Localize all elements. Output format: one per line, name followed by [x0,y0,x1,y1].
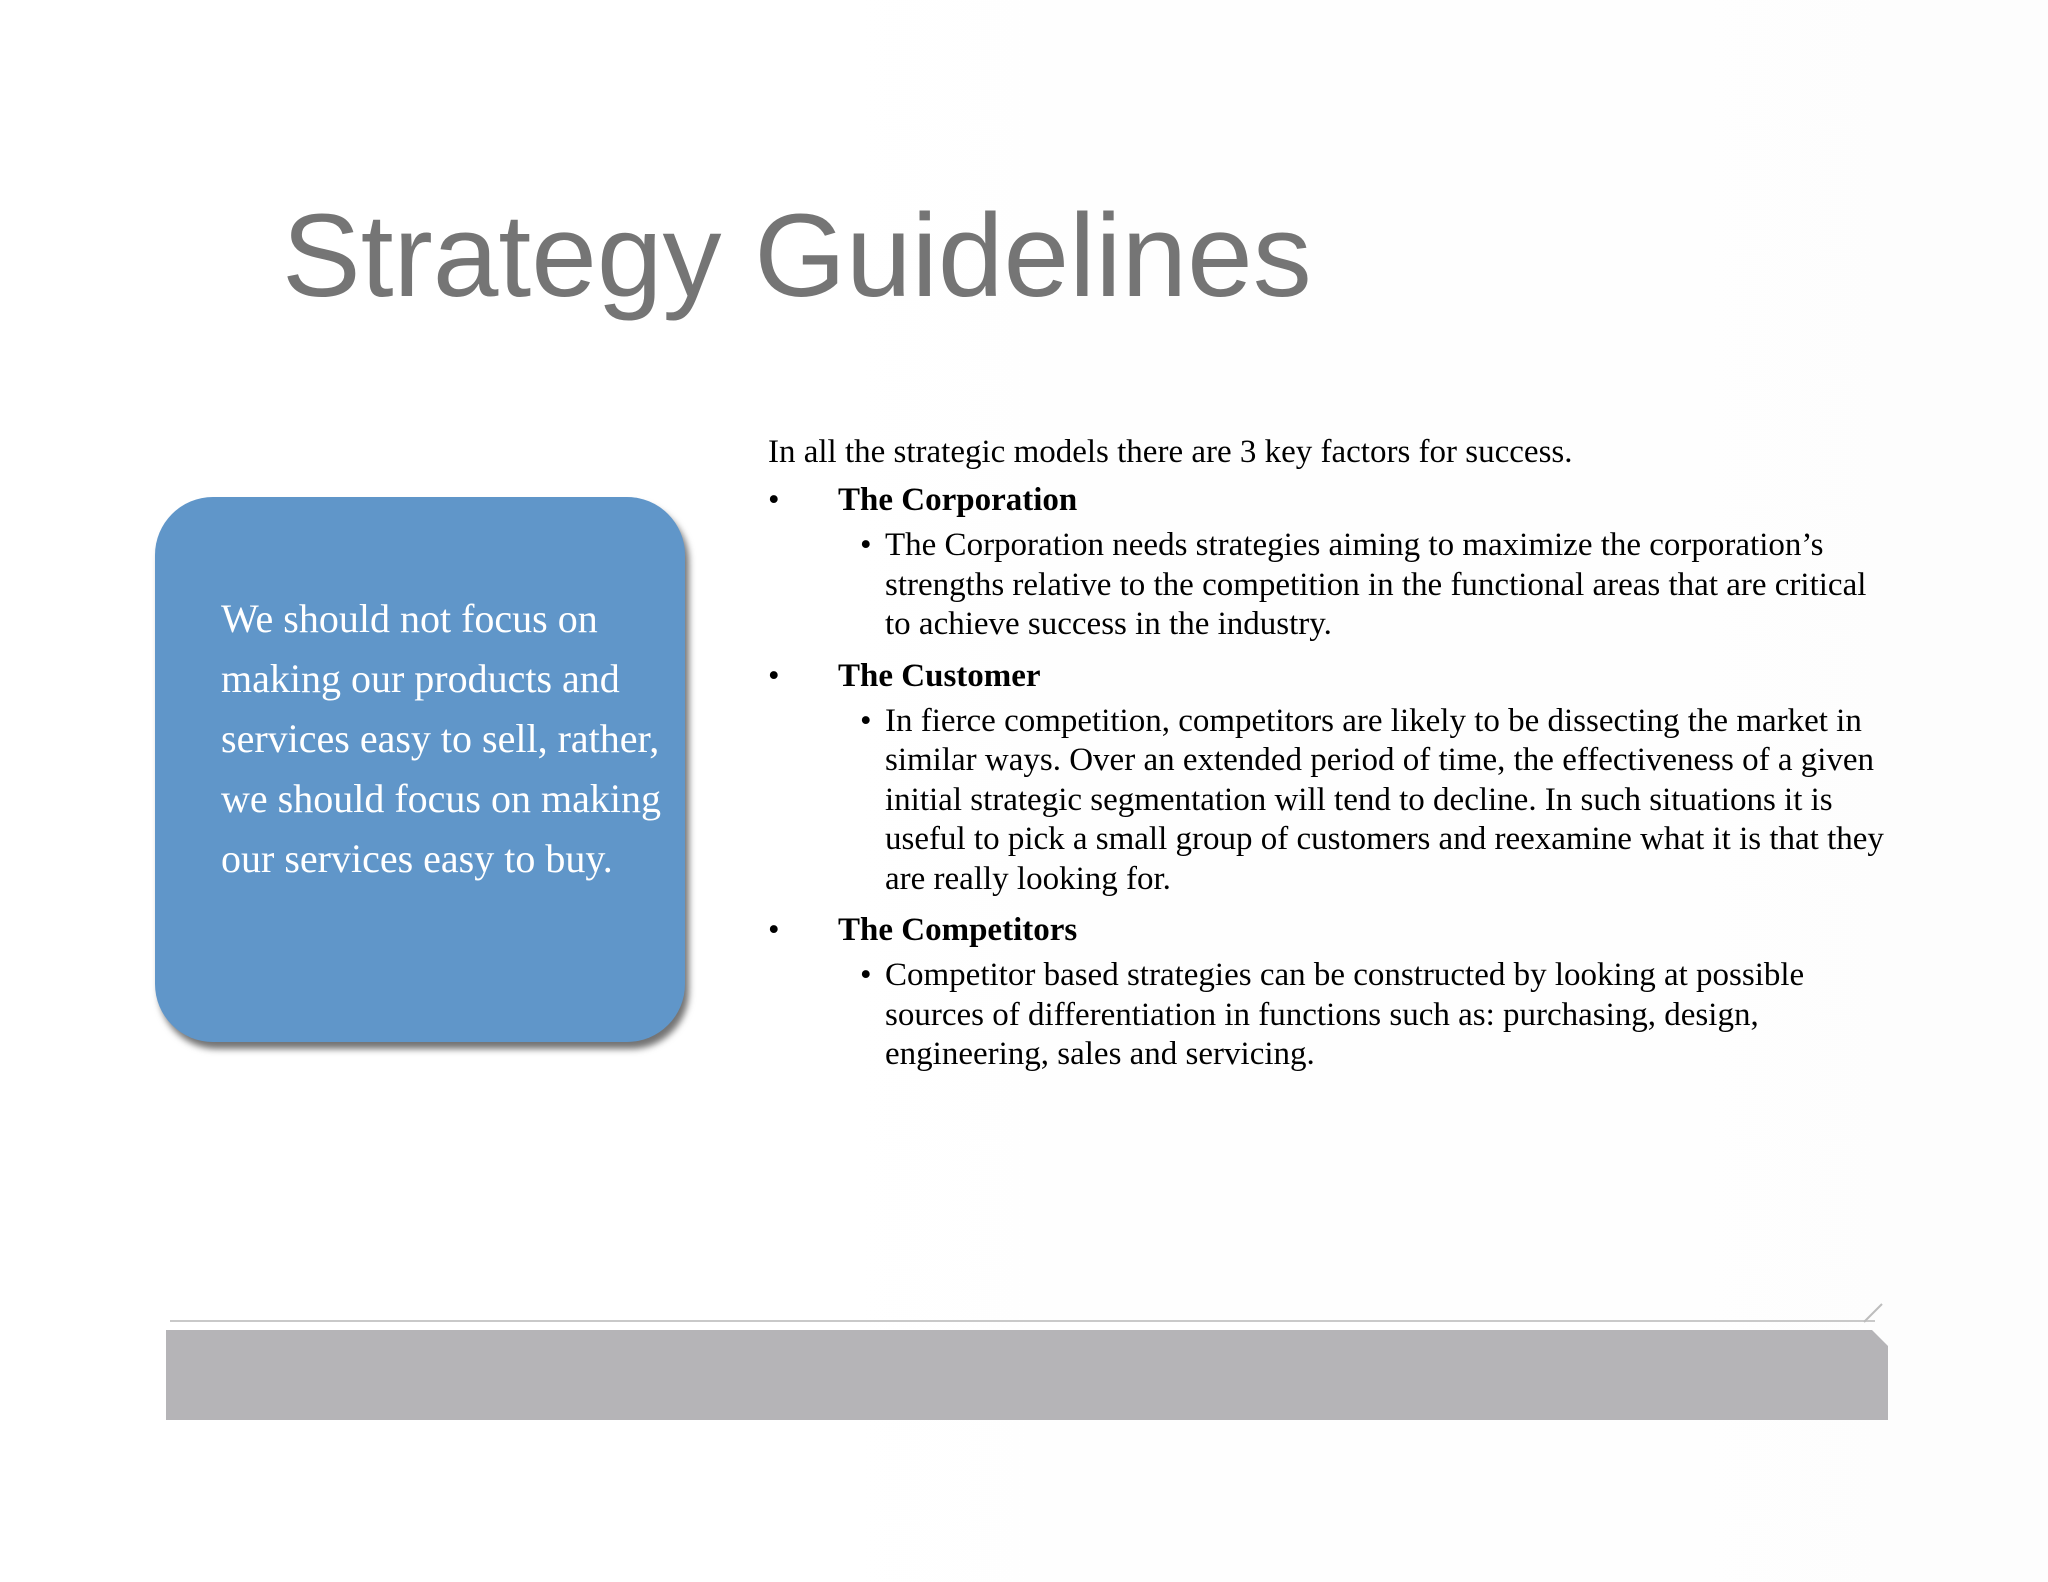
slide-title: Strategy Guidelines [282,190,1312,322]
callout-text: We should not focus on making our products and services easy to sell, rather, we should focus on making our services easy to buy. [221,596,661,881]
factor-detail-text: Competitor based strategies can be constructed by looking at possible sources of differentiation in functions such as: purchasing, design, engineering, sales and servicing. [885,957,1805,1072]
sub-bullet-marker: • [860,957,872,993]
bullet-marker: • [768,657,780,694]
factor-heading: The Competitors [838,912,1078,948]
factor-detail-text: In fierce competition, competitors are likely to be dissecting the market in similar ways. Over an extended period of time, the effectiveness of a given initial strategic segmentation will tend to decline. In such situations it is useful to pick a small group of customers and reexamine what it is that they are really looking for. [885,702,1884,897]
factor-corporation [768,476,1888,652]
factor-detail [768,954,1888,1082]
factor-heading: The Corporation [838,482,1078,518]
factor-heading-row [768,906,1888,954]
sub-bullet-marker: • [860,527,872,563]
bullet-marker: • [768,912,780,948]
intro-text: In all the strategic models there are 3 key factors for success. [768,434,1573,470]
footer-bar [166,1330,1888,1420]
factor-customer [768,652,1888,907]
factor-detail [768,524,1888,652]
factor-heading: The Customer [838,657,1041,694]
callout-box [155,497,685,1042]
bullet-marker: • [768,482,780,518]
factor-detail [768,700,1888,907]
factor-heading-row [768,652,1888,700]
factor-detail-text: The Corporation needs strategies aiming to maximize the corporation’s strengths relative to the competition in the functional areas that are critical to achieve success in the industry. [885,527,1867,642]
footer-corner-accent [1862,1302,1886,1324]
factor-competitors [768,906,1888,1082]
sub-bullet-marker: • [860,702,872,739]
footer-divider [170,1320,1875,1322]
factor-heading-row [768,476,1888,524]
content-body [768,428,1888,1082]
